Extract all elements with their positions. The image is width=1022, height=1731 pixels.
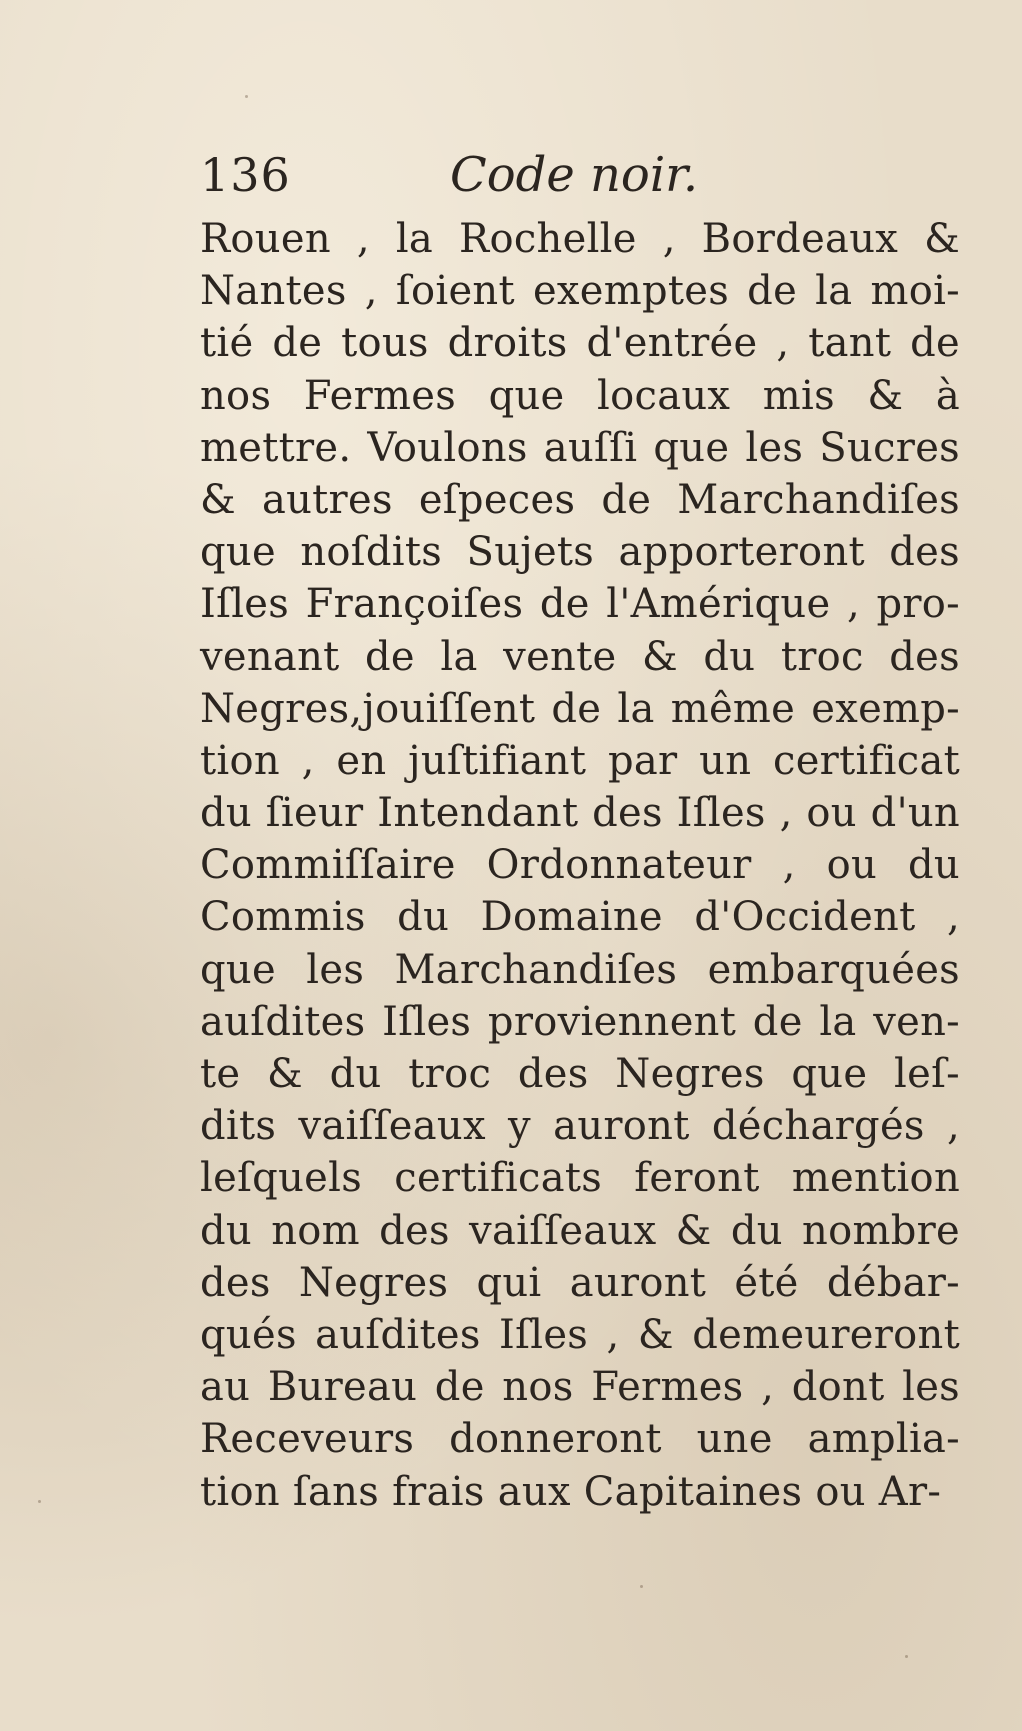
text-line: mettre. Voulons auſſi que les Sucres (200, 424, 960, 471)
text-line: du ſieur Intendant des Iſles , ou d'un (200, 790, 960, 837)
text-line: dits vaiſſeaux y auront déchargés , (200, 1103, 960, 1150)
text-line: Negres,jouiſſent de la même exemp- (200, 685, 960, 732)
text-line: Iſles Françoiſes de l'Amérique , pro- (200, 581, 960, 628)
text-line: du nom des vaiſſeaux & du nombre (200, 1207, 960, 1254)
text-line: Receveurs donneront une amplia- (200, 1416, 960, 1463)
running-title: Code noir. (450, 147, 699, 203)
text-line: leſquels certificats feront mention (200, 1155, 960, 1202)
body-text (200, 213, 960, 1518)
text-line: nos Fermes que locaux mis & à (200, 372, 960, 419)
text-line: tion , en juſtifiant par un certificat (200, 737, 960, 784)
text-line: & autres eſpeces de Marchandiſes (200, 476, 960, 523)
text-line: venant de la vente & du troc des (200, 633, 960, 680)
text-line: tion ſans frais aux Capitaines ou Ar- (200, 1468, 942, 1515)
text-line: auſdites Iſles proviennent de la ven- (200, 998, 960, 1045)
text-line: te & du troc des Negres que leſ- (200, 1051, 960, 1097)
text-line: Nantes , ſoient exemptes de la moi- (200, 268, 960, 315)
text-line: qués auſdites Iſles , & demeureront (200, 1311, 960, 1358)
text-line: Rouen , la Rochelle , Bordeaux & (200, 216, 960, 262)
page-number: 136 (200, 148, 291, 202)
paper-speck (640, 1585, 643, 1588)
text-line: Commis du Domaine d'Occident , (200, 894, 960, 941)
paper-speck (38, 1500, 41, 1503)
text-line: que noſdits Sujets apporteront des (200, 529, 960, 576)
text-line: des Negres qui auront été débar- (200, 1259, 960, 1306)
paper-speck (245, 95, 248, 98)
text-line: tié de tous droits d'entrée , tant de (200, 320, 960, 367)
paper-speck (905, 1655, 908, 1658)
text-line: Commiſſaire Ordonnateur , ou du (200, 842, 960, 889)
text-line: que les Marchandiſes embarquées (200, 946, 960, 993)
page-header (200, 145, 960, 205)
text-line: au Bureau de nos Fermes , dont les (200, 1364, 960, 1411)
